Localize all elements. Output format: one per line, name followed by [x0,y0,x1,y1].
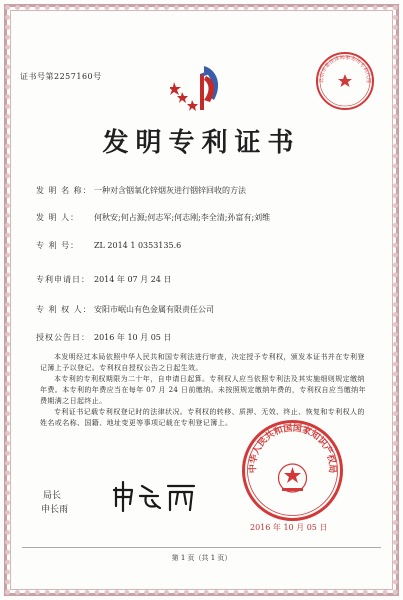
director-title: 局长 [43,491,62,501]
body-paragraph: 本发明经过本局依照中华人民共和国专利法进行审查，决定授予专利权，颁发本证书并在专利登记簿上予以登记。专利权自授权公告之日起生效。 [40,353,365,372]
field-value: ZL 2014 1 0353135.6 [94,241,182,250]
director-name: 申长雨 [41,505,69,515]
agency-seal-text: 北京市集佳律师事务所专利代理 [318,54,372,84]
patent-office-emblem-icon [170,62,230,117]
field-patent-number [36,241,181,251]
official-seal-text: 中华人民共和国国家知识产权局 [248,423,337,474]
field-patentee [36,305,214,315]
field-label: 专 利 权 人： [36,305,92,314]
field-label: 专利申请日： [36,275,90,284]
field-value: 何秋安;何占源;何志军;何志刚;李全清;孙富有;刘维 [94,213,271,222]
svg-text:中华人民共和国国家知识产权局 [246,422,338,474]
body-paragraph: 本专利的专利权期限为二十年，自申请日起算。专利权人应当依照专利法及其实施细则规定缴纳年费。本专利的年费应当在每年 07 月 24 日前缴纳。未按照规定缴纳年费的，专利权自应当缴纳年费期满之日起终止。 [40,375,366,405]
field-value: 2014 年 07 月 24 日 [94,275,172,284]
field-label: 发 明 人： [36,213,80,222]
field-label: 专 利 号： [36,241,80,250]
field-invention-name [36,186,246,196]
field-grant-date [36,333,171,343]
director-signature [110,478,200,514]
official-seal-icon [240,418,345,523]
field-inventors [36,213,270,223]
field-value: 一种对含铟氧化锌烟灰进行铟锌回收的方法 [94,186,246,195]
field-application-date [36,275,171,285]
field-label: 授权公告日： [36,333,90,342]
page-number: 第 1 页（共 1 页） [171,554,232,562]
certificate-number: 证书号第2257160号 [20,72,102,81]
field-value: 安阳市岷山有色金属有限责任公司 [94,305,214,314]
agency-seal-icon [314,50,376,112]
certificate-title: 发明专利证书 [102,128,301,158]
footer-divider [22,547,381,548]
field-label: 发 明 名 称： [36,186,92,195]
body-paragraph: 专利证书记载专利权登记时的法律状况。专利权的转移、质押、无效、终止、恢复和专利权人的姓名或名称、国籍、地址变更等事项记载在专利登记簿上。 [40,408,365,427]
seal-date: 2016 年 10 月 05 日 [250,523,328,532]
field-value: 2016 年 10 月 05 日 [94,333,172,342]
